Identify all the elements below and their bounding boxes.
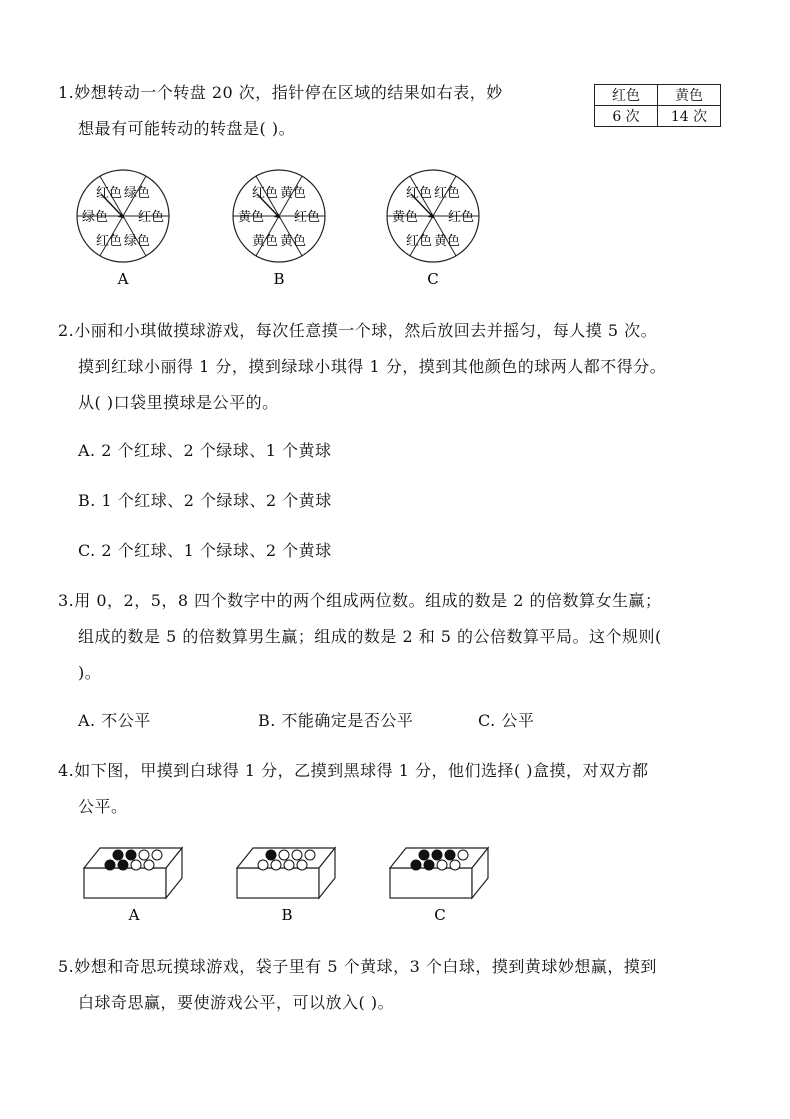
white-ball xyxy=(297,860,307,870)
sector-label: 红色 xyxy=(95,234,123,250)
q5-line-2: 白球奇思赢，要使游戏公平，可以放入( )。 xyxy=(78,993,395,1012)
q4-line-2: 公平。 xyxy=(78,797,128,816)
wheel-caption: C xyxy=(427,270,439,288)
black-ball xyxy=(118,860,128,870)
white-ball xyxy=(131,860,141,870)
black-ball xyxy=(411,860,421,870)
sector-label: 红色 xyxy=(293,210,321,225)
ball-box-c xyxy=(390,848,488,924)
white-ball xyxy=(279,850,289,860)
q2-line-2: 摸到红球小丽得 1 分，摸到绿球小琪得 1 分，摸到其他颜色的球两人都不得分。 xyxy=(78,357,667,376)
black-ball xyxy=(266,850,276,860)
q3-line-3: )。 xyxy=(78,663,102,682)
sector-label: 绿色 xyxy=(81,210,109,225)
sector-label: 红色 xyxy=(95,185,123,201)
white-ball xyxy=(144,860,154,870)
black-ball xyxy=(432,850,442,860)
q3-line-1: 3.用 0，2，5，8 四个数字中的两个组成两位数。组成的数是 2 的倍数算女生赢； xyxy=(58,591,662,610)
sector-label: 红色 xyxy=(433,185,461,201)
sector-label: 红色 xyxy=(405,234,433,250)
q5-line-1: 5.妙想和奇思玩摸球游戏，袋子里有 5 个黄球，3 个白球，摸到黄球妙想赢，摸到 xyxy=(58,957,657,976)
box-front-face xyxy=(237,868,319,898)
q3-option-b: B. 不能确定是否公平 xyxy=(258,711,414,730)
black-ball xyxy=(113,850,123,860)
sector-label: 红色 xyxy=(137,210,165,225)
table-header-yellow: 黄色 xyxy=(658,85,721,106)
white-ball xyxy=(271,860,281,870)
ball-box-a xyxy=(84,848,182,924)
q3-line-2: 组成的数是 5 的倍数算男生赢；组成的数是 2 和 5 的公倍数算平局。这个规则( xyxy=(78,627,662,646)
q4-line-1: 4.如下图，甲摸到白球得 1 分，乙摸到黑球得 1 分，他们选择( )盒摸，对双方都 xyxy=(58,761,649,780)
spinner-wheels-figure xyxy=(0,160,790,290)
q2-line-3: 从( )口袋里摸球是公平的。 xyxy=(78,393,279,412)
box-caption: A xyxy=(128,906,140,924)
sector-label: 黄色 xyxy=(237,210,265,225)
white-ball xyxy=(258,860,268,870)
sector-label: 黄色 xyxy=(279,185,307,201)
q3-option-c: C. 公平 xyxy=(478,711,535,730)
wheel-caption: A xyxy=(117,270,129,288)
white-ball xyxy=(437,860,447,870)
white-ball xyxy=(458,850,468,860)
box-front-face xyxy=(390,868,472,898)
ball-box-b xyxy=(237,848,335,924)
sector-label: 红色 xyxy=(251,185,279,201)
wheel-caption: B xyxy=(273,270,285,288)
sector-label: 绿色 xyxy=(123,234,151,250)
sector-label: 红色 xyxy=(405,185,433,201)
white-ball xyxy=(284,860,294,870)
white-ball xyxy=(152,850,162,860)
sector-label: 黄色 xyxy=(433,234,461,250)
spinner-wheel-b xyxy=(233,170,325,288)
black-ball xyxy=(419,850,429,860)
box-front-face xyxy=(84,868,166,898)
q3-option-a: A. 不公平 xyxy=(78,711,151,730)
sector-label: 红色 xyxy=(447,210,475,225)
table-header-red: 红色 xyxy=(595,85,658,106)
sector-label: 绿色 xyxy=(123,185,151,201)
ball-boxes-figure xyxy=(0,840,790,930)
sector-label: 黄色 xyxy=(391,210,419,225)
table-value-red: 6 次 xyxy=(595,106,658,127)
q2-option-b: B. 1 个红球、2 个绿球、2 个黄球 xyxy=(78,491,332,510)
q2-option-c: C. 2 个红球、1 个绿球、2 个黄球 xyxy=(78,541,332,560)
white-ball xyxy=(450,860,460,870)
box-caption: C xyxy=(434,906,446,924)
black-ball xyxy=(126,850,136,860)
sector-label: 黄色 xyxy=(279,234,307,250)
result-table xyxy=(594,84,721,127)
white-ball xyxy=(139,850,149,860)
spinner-wheel-a xyxy=(77,170,169,288)
black-ball xyxy=(424,860,434,870)
q2-option-a: A. 2 个红球、2 个绿球、1 个黄球 xyxy=(78,441,332,460)
sector-label: 黄色 xyxy=(251,234,279,250)
black-ball xyxy=(445,850,455,860)
table-value-yellow: 14 次 xyxy=(658,106,721,127)
black-ball xyxy=(105,860,115,870)
q1-line-1: 1.妙想转动一个转盘 20 次，指针停在区域的结果如右表，妙 xyxy=(58,83,503,102)
spinner-wheel-c xyxy=(387,170,479,288)
q1-line-2: 想最有可能转动的转盘是( )。 xyxy=(78,119,296,138)
q2-line-1: 2.小丽和小琪做摸球游戏，每次任意摸一个球，然后放回去并摇匀，每人摸 5 次。 xyxy=(58,321,658,340)
box-caption: B xyxy=(281,906,293,924)
white-ball xyxy=(305,850,315,860)
white-ball xyxy=(292,850,302,860)
